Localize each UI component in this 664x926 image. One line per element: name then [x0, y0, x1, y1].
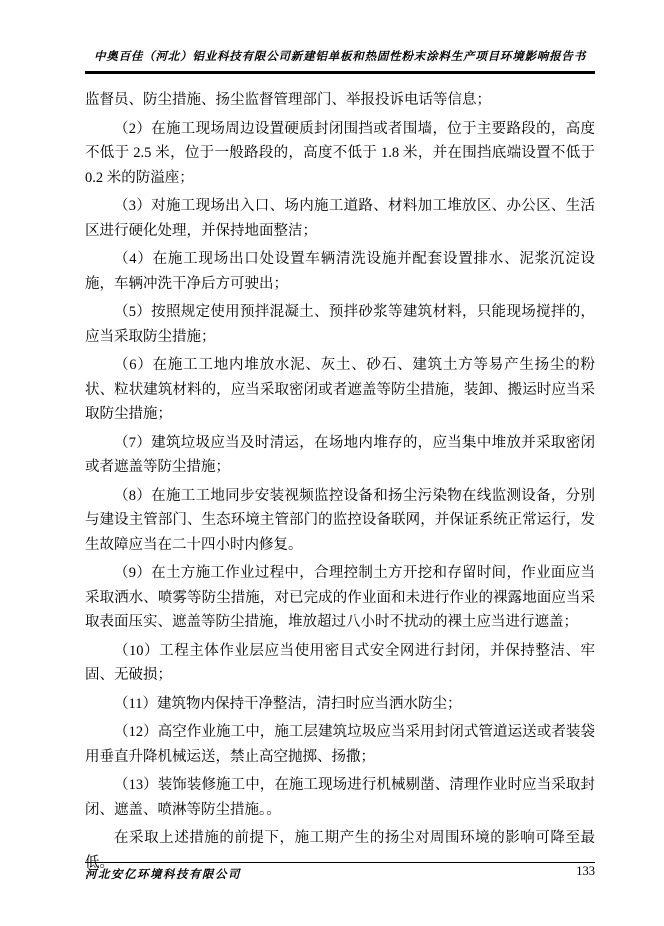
paragraph: （11）建筑物内保持干净整洁，清扫时应当洒水防尘； [114, 695, 462, 712]
paragraph: （6）在施工工地内堆放水泥、灰土、砂石、建筑土方等易产生扬尘的粉状、粒状建筑材料的，应当采取密闭或者遮盖等防尘措施，装卸、搬运时应当采取防尘措施； [85, 357, 595, 422]
paragraph: （10）工程主体作业层应当使用密目式安全网进行封闭，并保持整洁、牢固、无破损； [85, 642, 595, 683]
paragraph: （8）在施工工地同步安装视频监控设备和扬尘污染物在线监测设备，分别与建设主管部门、生态环境主管部门的监控设备联网，并保证系统正常运行，发生故障应当在二十四小时内修复。 [85, 487, 595, 553]
header-title: 中奥百佳（河北）铝业科技有限公司新建铝单板和热固性粉末涂料生产项目环境影响报告书 [94, 51, 586, 63]
paragraph: （12）高空作业施工中，施工层建筑垃圾应当采用封闭式管道运送或者装袋用垂直升降机械运送，禁止高空抛掷、扬撒； [85, 724, 595, 765]
paragraph: （7）建筑垃圾应当及时清运，在场地内堆存的，应当集中堆放并采取密闭或者遮盖等防尘措施； [85, 434, 595, 475]
body-paragraphs [85, 88, 595, 879]
footer-company: 河北安亿环境科技有限公司 [85, 869, 241, 881]
paragraph: （9）在土方施工作业过程中，合理控制土方开挖和存留时间，作业面应当采取洒水、喷雾等防尘措施，对已完成的作业面和未进行作业的裸露地面应当采取表面压实、遮盖等防尘措施，堆放超过八小时不扰动的裸土应当进行遮盖； [85, 565, 595, 630]
paragraph: （5）按照规定使用预拌混凝土、预拌砂浆等建筑材料，只能现场搅拌的，应当采取防尘措施； [85, 304, 595, 345]
page-header [85, 48, 595, 74]
paragraph: 监督员、防尘措施、扬尘监督管理部门、举报投诉电话等信息； [85, 92, 491, 108]
paragraph: （4）在施工现场出口处设置车辆清洗设施并配套设置排水、泥浆沉淀设施，车辆冲洗干净后方可驶出； [85, 251, 595, 292]
paragraph: （2）在施工现场周边设置硬质封闭围挡或者围墙，位于主要路段的，高度不低于 2.5 米，位于一般路段的，高度不低于 1.8 米，并在围挡底端设置不低于 0.2 米的防溢座； [85, 120, 595, 186]
page-number: 133 [576, 864, 595, 878]
paragraph: （13）装饰装修施工中，在施工现场进行机械剔凿、清理作业时应当采取封闭、遮盖、喷淋等防尘措施。。 [85, 777, 595, 818]
paragraph: 在采取上述措施的前提下，施工期产生的扬尘对周围环境的影响可降至最低。 [85, 830, 595, 871]
paragraph: （3）对施工现场出入口、场内施工道路、材料加工堆放区、办公区、生活区进行硬化处理，并保持地面整洁； [85, 198, 595, 239]
page-footer [85, 862, 595, 882]
header-rule [85, 71, 595, 74]
